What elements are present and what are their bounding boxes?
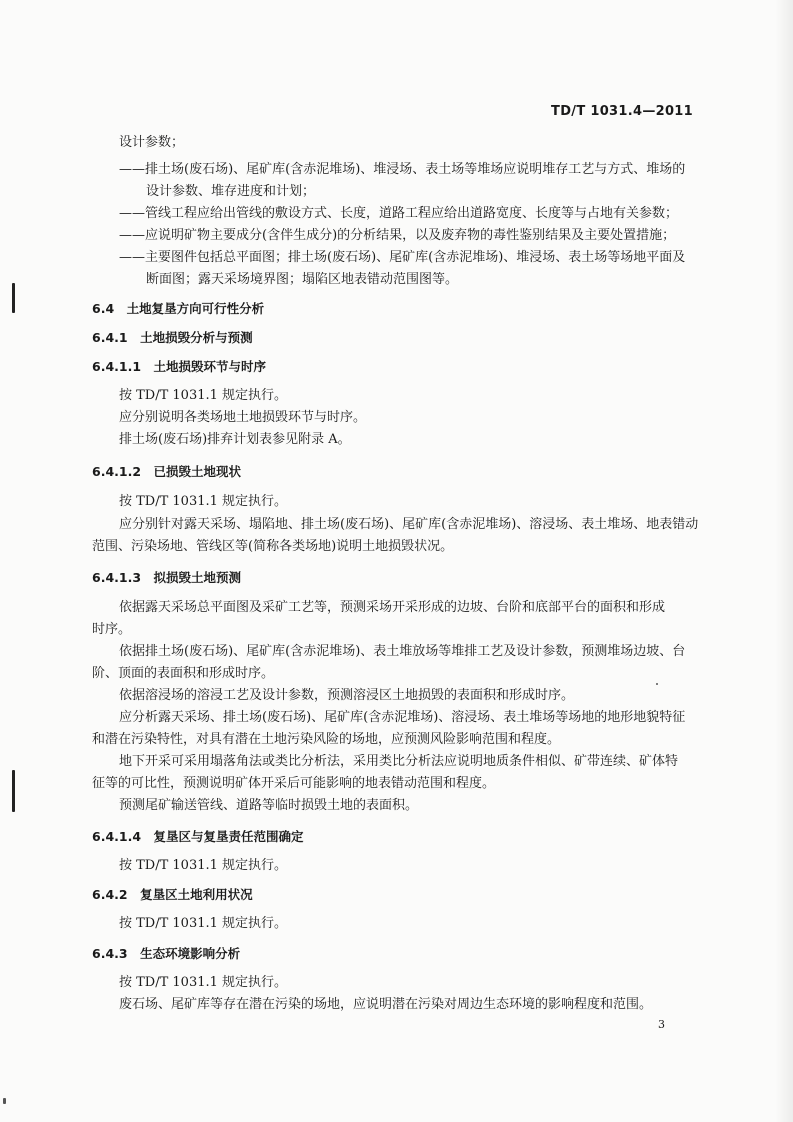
text-line: 范围、污染场地、管线区等(简称各类场地)说明土地损毁状况。 (92, 539, 454, 554)
text-line: 依据露天采场总平面图及采矿工艺等，预测采场开采形成的边坡、台阶和底部平台的面积和形成 (119, 600, 666, 615)
section-heading: 6.4.1.1 土地损毁环节与时序 (92, 359, 267, 374)
binder-hole-mark (12, 770, 15, 812)
list-item: ——排土场(废石场)、尾矿库(含赤泥堆场)、堆浸场、表土场等堆场应说明堆存工艺与方式、堆场的 (119, 162, 686, 177)
text-line: 应分别针对露天采场、塌陷地、排土场(废石场)、尾矿库(含赤泥堆场)、溶浸场、表土堆场、地表错动 (119, 517, 699, 532)
list-item: ——主要图件包括总平面图；排土场(废石场)、尾矿库(含赤泥堆场)、堆浸场、表土场等场地平面及 (119, 250, 686, 265)
text-line: 设计参数、堆存进度和计划； (146, 184, 316, 199)
binder-hole-mark (12, 283, 15, 313)
standard-code: TD/T 1031.4—2011 (551, 104, 693, 119)
text-line: 依据排土场(废石场)、尾矿库(含赤泥堆场)、表土堆放场等堆排工艺及设计参数，预测堆场边坡、台 (119, 644, 686, 659)
text-line: 按 TD/T 1031.1 规定执行。 (119, 494, 288, 509)
text-line: 应分析露天采场、排土场(废石场)、尾矿库(含赤泥堆场)、溶浸场、表土堆场等场地的地形地貌特征 (119, 710, 686, 725)
page-number: 3 (658, 1018, 665, 1031)
text-line: 排土场(废石场)排弃计划表参见附录 A。 (119, 432, 351, 447)
text-line: 和潜在污染特性，对具有潜在土地污染风险的场地，应预测风险影响范围和程度。 (92, 732, 561, 747)
list-item: ——应说明矿物主要成分(含伴生成分)的分析结果，以及废弃物的毒性鉴别结果及主要处置措施； (119, 228, 676, 243)
text-line: 按 TD/T 1031.1 规定执行。 (119, 975, 288, 990)
text-line: 设计参数； (119, 135, 185, 150)
scan-edge-shadow (775, 0, 793, 1122)
text-line: 征等的可比性，预测说明矿体开采后可能影响的地表错动范围和程度。 (92, 776, 496, 791)
text-line: 按 TD/T 1031.1 规定执行。 (119, 858, 288, 873)
section-heading: 6.4.1.3 拟损毁土地预测 (92, 570, 242, 585)
text-line: 按 TD/T 1031.1 规定执行。 (119, 388, 288, 403)
section-heading: 6.4 土地复垦方向可行性分析 (92, 301, 265, 316)
scan-speck (656, 683, 658, 685)
section-heading: 6.4.1 土地损毁分析与预测 (92, 330, 253, 345)
section-heading: 6.4.1.2 已损毁土地现状 (92, 464, 242, 479)
text-line: 预测尾矿输送管线、道路等临时损毁土地的表面积。 (119, 798, 419, 813)
text-line: 阶、顶面的表面积和形成时序。 (92, 666, 275, 681)
text-line: 地下开采可采用塌落角法或类比分析法，采用类比分析法应说明地质条件相似、矿带连续、矿体特 (119, 754, 679, 769)
text-line: 按 TD/T 1031.1 规定执行。 (119, 916, 288, 931)
text-line: 依据溶浸场的溶浸工艺及设计参数，预测溶浸区土地损毁的表面积和形成时序。 (119, 688, 575, 703)
text-line: 废石场、尾矿库等存在潜在污染的场地，应说明潜在污染对周边生态环境的影响程度和范围。 (119, 997, 653, 1012)
text-line: 断面图；露天采场境界图；塌陷区地表错动范围图等。 (146, 272, 459, 287)
scan-speck (3, 1098, 6, 1104)
section-heading: 6.4.3 生态环境影响分析 (92, 946, 241, 961)
text-line: 时序。 (92, 622, 132, 637)
section-heading: 6.4.2 复垦区土地利用状况 (92, 887, 253, 902)
list-item: ——管线工程应给出管线的敷设方式、长度，道路工程应给出道路宽度、长度等与占地有关参数； (119, 206, 679, 221)
section-heading: 6.4.1.4 复垦区与复垦责任范围确定 (92, 829, 304, 844)
text-line: 应分别说明各类场地土地损毁环节与时序。 (119, 410, 367, 425)
